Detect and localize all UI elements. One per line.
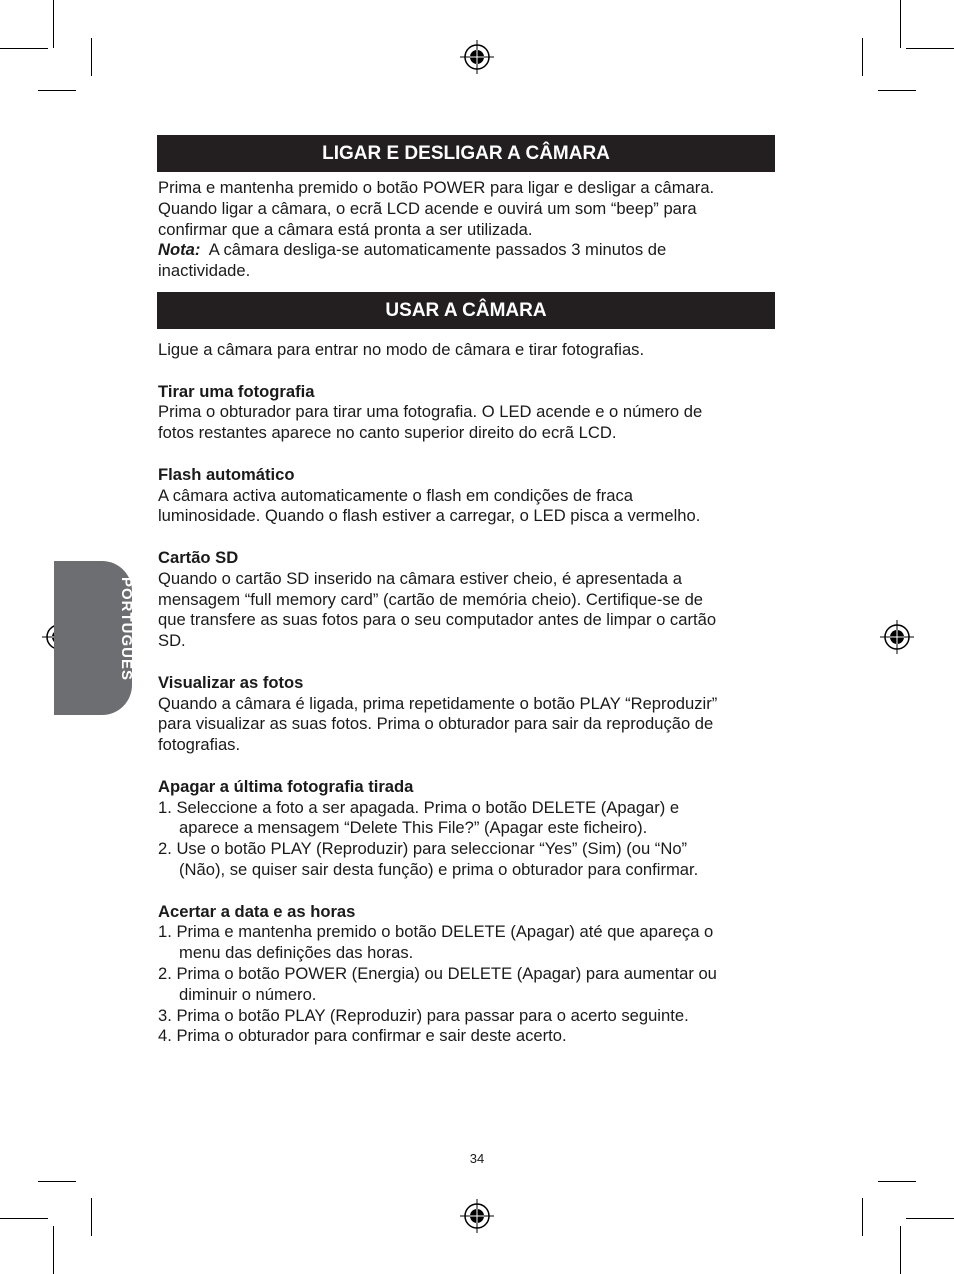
- body-line: fotos restantes aparece no canto superior direito do ecrã LCD.: [158, 423, 617, 443]
- crop-mark: [906, 1218, 954, 1219]
- list-item: 2. Prima o botão POWER (Energia) ou DELETE (Apagar) para aumentar ou diminuir o número.: [158, 963, 717, 1004]
- subsection-heading: Apagar a última fotografia tirada: [158, 776, 414, 796]
- body-line: confirmar que a câmara está pronta a ser utilizada.: [158, 219, 533, 239]
- datetime-steps-list: [158, 922, 778, 1047]
- note-text: A câmara desliga-se automaticamente passados 3 minutos de: [208, 240, 667, 260]
- body-line: que transfere as suas fotos para o seu computador antes de limpar o cartão: [158, 610, 717, 630]
- list-item: 1. Seleccione a foto a ser apagada. Prima o botão DELETE (Apagar) e aparece a mensagem “Delete This File?” (Apagar este ficheiro).: [158, 797, 680, 838]
- list-item: 1. Prima e mantenha premido o botão DELETE (Apagar) até que apareça o menu das definições das horas.: [158, 922, 714, 963]
- crop-mark: [862, 1198, 863, 1236]
- body-line: SD.: [158, 631, 186, 651]
- intro-text: Ligue a câmara para entrar no modo de câmara e tirar fotografias.: [158, 340, 645, 359]
- crop-mark: [91, 1198, 92, 1236]
- subsection-heading: Acertar a data e as horas: [158, 901, 356, 921]
- page-number: 34: [469, 1151, 485, 1166]
- crop-mark: [38, 90, 76, 91]
- body-line: para visualizar as suas fotos. Prima o obturador para sair da reprodução de: [158, 714, 714, 734]
- subsection-heading: Cartão SD: [158, 547, 239, 567]
- subsection-heading: Tirar uma fotografia: [158, 381, 315, 401]
- subsection-heading: Visualizar as fotos: [158, 672, 304, 692]
- list-item: 4. Prima o obturador para confirmar e sair deste acerto.: [158, 1026, 567, 1046]
- note-line: inactividade.: [158, 261, 251, 281]
- crop-mark: [900, 0, 901, 48]
- crop-mark: [0, 1218, 48, 1219]
- crop-mark: [878, 1181, 916, 1182]
- registration-mark-icon: [880, 620, 914, 654]
- list-item: 2. Use o botão PLAY (Reproduzir) para seleccionar “Yes” (Sim) (ou “No” (Não), se quiser sair desta função) e prima o obturador para confirmar.: [158, 839, 699, 879]
- subsection-heading: Flash automático: [158, 464, 295, 484]
- crop-mark: [53, 0, 54, 48]
- body-line: Quando a câmara é ligada, prima repetidamente o botão PLAY “Reproduzir”: [158, 693, 718, 713]
- language-tab-label: PORTUGUÊS: [118, 577, 135, 682]
- body-line: Prima e mantenha premido o botão POWER para ligar e desligar a câmara.: [158, 178, 715, 197]
- crop-mark: [906, 48, 954, 49]
- section-body-power: [158, 178, 778, 282]
- crop-mark: [862, 38, 863, 76]
- registration-mark-icon: [460, 40, 494, 74]
- crop-mark: [38, 1181, 76, 1182]
- section-body-use: [158, 340, 778, 1047]
- body-line: A câmara activa automaticamente o flash em condições de fraca: [158, 485, 634, 505]
- body-line: Prima o obturador para tirar uma fotografia. O LED acende e o número de: [158, 402, 703, 422]
- body-line: luminosidade. Quando o flash estiver a carregar, o LED pisca a vermelho.: [158, 506, 701, 526]
- list-item: 3. Prima o botão PLAY (Reproduzir) para passar para o acerto seguinte.: [158, 1005, 689, 1025]
- crop-mark: [53, 1226, 54, 1274]
- body-line: Quando ligar a câmara, o ecrã LCD acende e ouvirá um som “beep” para: [158, 198, 697, 218]
- crop-mark: [900, 1226, 901, 1274]
- body-line: fotografias.: [158, 735, 241, 755]
- section-title-use: USAR A CÂMARA: [157, 292, 775, 329]
- crop-mark: [0, 48, 48, 49]
- crop-mark: [91, 38, 92, 76]
- note-line: [158, 240, 778, 261]
- section-title-power: LIGAR E DESLIGAR A CÂMARA: [157, 135, 775, 172]
- registration-mark-icon: [460, 1199, 494, 1233]
- note-label: Nota:: [158, 240, 201, 260]
- crop-mark: [878, 90, 916, 91]
- delete-steps-list: [158, 798, 778, 881]
- body-line: mensagem “full memory card” (cartão de memória cheio). Certifique-se de: [158, 589, 704, 609]
- body-line: Quando o cartão SD inserido na câmara estiver cheio, é apresentada a: [158, 568, 682, 588]
